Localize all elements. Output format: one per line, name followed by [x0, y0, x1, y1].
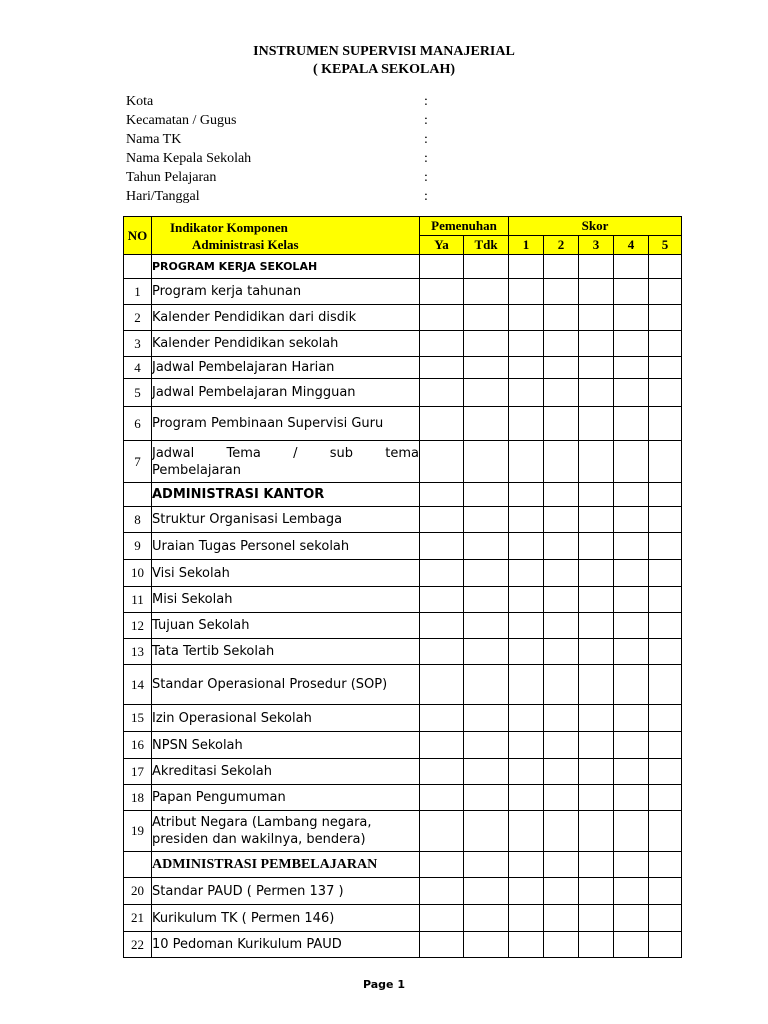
score-cell[interactable]	[579, 852, 614, 878]
score-cell[interactable]	[649, 852, 682, 878]
identity-fields	[126, 92, 428, 206]
score-cell[interactable]	[544, 533, 579, 560]
score-cell[interactable]	[649, 932, 682, 958]
check-cell[interactable]	[420, 255, 464, 279]
row-number: 15	[124, 705, 152, 732]
document-title: INSTRUMEN SUPERVISI MANAJERIAL	[253, 44, 515, 59]
score-cell[interactable]	[649, 905, 682, 932]
section-row	[124, 255, 682, 279]
check-cell[interactable]	[420, 587, 464, 613]
score-cell[interactable]	[544, 507, 579, 533]
row-label: Tata Tertib Sekolah	[152, 639, 420, 665]
score-cell[interactable]	[614, 483, 649, 507]
row-label: Uraian Tugas Personel sekolah	[152, 533, 420, 560]
score-cell[interactable]	[579, 483, 614, 507]
header-no: NO	[124, 217, 152, 255]
check-cell[interactable]	[420, 785, 464, 811]
check-cell[interactable]	[464, 759, 509, 785]
score-cell[interactable]	[614, 560, 649, 587]
score-cell[interactable]	[579, 732, 614, 759]
row-number: 2	[124, 305, 152, 331]
row-number: 19	[124, 811, 152, 852]
score-cell[interactable]	[614, 279, 649, 305]
score-cell[interactable]	[649, 705, 682, 732]
score-cell[interactable]	[509, 852, 544, 878]
score-cell[interactable]	[614, 587, 649, 613]
score-cell[interactable]	[544, 905, 579, 932]
score-cell[interactable]	[579, 255, 614, 279]
score-cell[interactable]	[544, 255, 579, 279]
score-cell[interactable]	[579, 407, 614, 441]
table-row	[124, 507, 682, 533]
score-cell[interactable]	[649, 331, 682, 357]
table-row	[124, 665, 682, 705]
table-row	[124, 357, 682, 379]
score-cell[interactable]	[579, 878, 614, 905]
check-cell[interactable]	[464, 639, 509, 665]
score-cell[interactable]	[509, 732, 544, 759]
score-cell[interactable]	[579, 507, 614, 533]
score-cell[interactable]	[614, 705, 649, 732]
check-cell[interactable]	[420, 905, 464, 932]
score-cell[interactable]	[579, 441, 614, 483]
header-row	[124, 217, 682, 236]
score-cell[interactable]	[544, 279, 579, 305]
check-cell[interactable]	[420, 533, 464, 560]
row-label: Kalender Pendidikan sekolah	[152, 331, 420, 357]
score-cell[interactable]	[509, 587, 544, 613]
score-cell[interactable]	[509, 560, 544, 587]
row-number: 6	[124, 407, 152, 441]
check-cell[interactable]	[420, 639, 464, 665]
table-row	[124, 305, 682, 331]
score-cell[interactable]	[544, 878, 579, 905]
score-cell[interactable]	[614, 305, 649, 331]
row-label-word: sub	[329, 445, 353, 461]
row-number: 13	[124, 639, 152, 665]
row-label	[152, 441, 420, 483]
row-number: 8	[124, 507, 152, 533]
score-cell[interactable]	[579, 639, 614, 665]
score-cell[interactable]	[544, 639, 579, 665]
score-cell[interactable]	[649, 878, 682, 905]
score-cell[interactable]	[649, 441, 682, 483]
score-cell[interactable]	[509, 357, 544, 379]
check-cell[interactable]	[420, 732, 464, 759]
table-row	[124, 587, 682, 613]
page-number: Page 1	[362, 978, 405, 991]
field-colon: :	[424, 132, 428, 147]
score-cell[interactable]	[614, 785, 649, 811]
score-cell[interactable]	[509, 407, 544, 441]
row-label: Program Pembinaan Supervisi Guru	[152, 407, 420, 441]
score-cell[interactable]	[614, 878, 649, 905]
check-cell[interactable]	[464, 665, 509, 705]
row-label: Struktur Organisasi Lembaga	[152, 507, 420, 533]
score-cell[interactable]	[614, 905, 649, 932]
field-tahun-pelajaran	[126, 168, 428, 187]
row-number: 18	[124, 785, 152, 811]
row-number: 17	[124, 759, 152, 785]
table-row	[124, 441, 682, 483]
score-cell[interactable]	[614, 759, 649, 785]
header-skor: Skor	[509, 217, 682, 236]
row-label: 10 Pedoman Kurikulum PAUD	[152, 932, 420, 958]
score-cell[interactable]	[649, 639, 682, 665]
score-cell[interactable]	[509, 932, 544, 958]
score-cell[interactable]	[509, 759, 544, 785]
check-cell[interactable]	[420, 665, 464, 705]
header-score-2: 2	[544, 236, 579, 255]
check-cell[interactable]	[420, 279, 464, 305]
score-cell[interactable]	[509, 441, 544, 483]
score-cell[interactable]	[509, 878, 544, 905]
row-label: Kalender Pendidikan dari disdik	[152, 305, 420, 331]
table-row	[124, 905, 682, 932]
header-score-5: 5	[649, 236, 682, 255]
score-cell[interactable]	[544, 665, 579, 705]
row-label: Misi Sekolah	[152, 587, 420, 613]
score-cell[interactable]	[509, 331, 544, 357]
score-cell[interactable]	[544, 560, 579, 587]
score-cell[interactable]	[649, 279, 682, 305]
check-cell[interactable]	[464, 379, 509, 407]
row-label: Jadwal Pembelajaran Mingguan	[152, 379, 420, 407]
row-label-line1	[152, 445, 419, 462]
row-number: 5	[124, 379, 152, 407]
field-label: Kecamatan / Gugus	[126, 113, 237, 128]
row-number: 21	[124, 905, 152, 932]
score-cell[interactable]	[614, 613, 649, 639]
row-number: 10	[124, 560, 152, 587]
check-cell[interactable]	[464, 357, 509, 379]
header-tdk: Tdk	[464, 236, 509, 255]
row-number: 11	[124, 587, 152, 613]
score-cell[interactable]	[509, 255, 544, 279]
section-label: ADMINISTRASI PEMBELAJARAN	[152, 852, 420, 878]
score-cell[interactable]	[614, 331, 649, 357]
score-cell[interactable]	[509, 279, 544, 305]
row-number: 7	[124, 441, 152, 483]
table-row	[124, 639, 682, 665]
check-cell[interactable]	[464, 878, 509, 905]
row-label-word: Jadwal	[152, 445, 195, 461]
field-kepala-sekolah	[126, 149, 428, 168]
table-row	[124, 613, 682, 639]
score-cell[interactable]	[579, 905, 614, 932]
check-cell[interactable]	[420, 613, 464, 639]
table-row	[124, 785, 682, 811]
score-cell[interactable]	[579, 279, 614, 305]
check-cell[interactable]	[464, 852, 509, 878]
row-label: Izin Operasional Sekolah	[152, 705, 420, 732]
score-cell[interactable]	[579, 331, 614, 357]
check-cell[interactable]	[420, 357, 464, 379]
score-cell[interactable]	[544, 932, 579, 958]
row-label: Standar Operasional Prosedur (SOP)	[152, 665, 420, 705]
score-cell[interactable]	[544, 357, 579, 379]
field-nama-tk	[126, 130, 428, 149]
row-number: 3	[124, 331, 152, 357]
row-label: Papan Pengumuman	[152, 785, 420, 811]
row-label-line2: presiden dan wakilnya, bendera)	[152, 832, 366, 847]
score-cell[interactable]	[649, 759, 682, 785]
score-cell[interactable]	[649, 357, 682, 379]
header-score-1: 1	[509, 236, 544, 255]
header-score-3: 3	[579, 236, 614, 255]
row-label: NPSN Sekolah	[152, 732, 420, 759]
check-cell[interactable]	[420, 878, 464, 905]
row-label-line2: Pembelajaran	[152, 462, 241, 478]
table-row	[124, 932, 682, 958]
score-cell[interactable]	[544, 705, 579, 732]
score-cell[interactable]	[614, 379, 649, 407]
header-indikator-line1: Indikator Komponen	[170, 219, 288, 235]
score-cell[interactable]	[649, 305, 682, 331]
row-number: 1	[124, 279, 152, 305]
score-cell[interactable]	[544, 587, 579, 613]
score-cell[interactable]	[649, 587, 682, 613]
field-kecamatan	[126, 111, 428, 130]
field-label: Hari/Tanggal	[126, 189, 200, 204]
score-cell[interactable]	[544, 441, 579, 483]
score-cell[interactable]	[579, 357, 614, 379]
score-cell[interactable]	[614, 533, 649, 560]
check-cell[interactable]	[464, 331, 509, 357]
check-cell[interactable]	[420, 560, 464, 587]
check-cell[interactable]	[464, 483, 509, 507]
table-row	[124, 705, 682, 732]
score-cell[interactable]	[614, 852, 649, 878]
row-number: 9	[124, 533, 152, 560]
score-cell[interactable]	[579, 665, 614, 705]
empty-cell	[124, 255, 152, 279]
table-row	[124, 732, 682, 759]
score-cell[interactable]	[579, 379, 614, 407]
check-cell[interactable]	[420, 932, 464, 958]
check-cell[interactable]	[420, 305, 464, 331]
score-cell[interactable]	[649, 379, 682, 407]
score-cell[interactable]	[614, 811, 649, 852]
row-number: 12	[124, 613, 152, 639]
score-cell[interactable]	[544, 732, 579, 759]
score-cell[interactable]	[649, 255, 682, 279]
check-cell[interactable]	[464, 785, 509, 811]
score-cell[interactable]	[649, 483, 682, 507]
score-cell[interactable]	[509, 305, 544, 331]
table-row	[124, 759, 682, 785]
field-colon: :	[424, 189, 428, 204]
row-label-word: Tema	[226, 445, 261, 461]
score-cell[interactable]	[579, 759, 614, 785]
check-cell[interactable]	[464, 279, 509, 305]
score-cell[interactable]	[509, 483, 544, 507]
score-cell[interactable]	[649, 533, 682, 560]
score-cell[interactable]	[544, 379, 579, 407]
check-cell[interactable]	[464, 441, 509, 483]
header-indikator-line2: Administrasi Kelas	[192, 236, 299, 252]
score-cell[interactable]	[544, 852, 579, 878]
score-cell[interactable]	[649, 560, 682, 587]
score-cell[interactable]	[649, 811, 682, 852]
score-cell[interactable]	[544, 785, 579, 811]
header-score-4: 4	[614, 236, 649, 255]
row-label-line1: Atribut Negara (Lambang negara,	[152, 815, 372, 830]
score-cell[interactable]	[649, 407, 682, 441]
empty-cell	[124, 852, 152, 878]
check-cell[interactable]	[420, 705, 464, 732]
score-cell[interactable]	[614, 255, 649, 279]
check-cell[interactable]	[464, 407, 509, 441]
check-cell[interactable]	[420, 441, 464, 483]
score-cell[interactable]	[544, 613, 579, 639]
section-label: ADMINISTRASI KANTOR	[152, 483, 420, 507]
check-cell[interactable]	[464, 560, 509, 587]
score-cell[interactable]	[614, 665, 649, 705]
score-cell[interactable]	[579, 560, 614, 587]
check-cell[interactable]	[420, 852, 464, 878]
row-number: 16	[124, 732, 152, 759]
score-cell[interactable]	[649, 785, 682, 811]
field-colon: :	[424, 151, 428, 166]
row-label-word: tema	[385, 445, 419, 461]
score-cell[interactable]	[509, 811, 544, 852]
score-cell[interactable]	[509, 705, 544, 732]
table-row	[124, 811, 682, 852]
check-cell[interactable]	[420, 811, 464, 852]
check-cell[interactable]	[420, 759, 464, 785]
score-cell[interactable]	[579, 785, 614, 811]
check-cell[interactable]	[464, 613, 509, 639]
row-label: Tujuan Sekolah	[152, 613, 420, 639]
field-label: Kota	[126, 94, 154, 109]
score-cell[interactable]	[614, 407, 649, 441]
empty-cell	[124, 483, 152, 507]
score-cell[interactable]	[509, 379, 544, 407]
row-label: Standar PAUD ( Permen 137 )	[152, 878, 420, 905]
table-row	[124, 878, 682, 905]
score-cell[interactable]	[544, 759, 579, 785]
score-cell[interactable]	[509, 507, 544, 533]
score-cell[interactable]	[649, 613, 682, 639]
score-cell[interactable]	[544, 305, 579, 331]
header-ya: Ya	[420, 236, 464, 255]
score-cell[interactable]	[579, 587, 614, 613]
row-number: 20	[124, 878, 152, 905]
score-cell[interactable]	[544, 331, 579, 357]
score-cell[interactable]	[509, 639, 544, 665]
score-cell[interactable]	[614, 932, 649, 958]
score-cell[interactable]	[614, 441, 649, 483]
score-cell[interactable]	[614, 639, 649, 665]
field-colon: :	[424, 94, 428, 109]
section-label: PROGRAM KERJA SEKOLAH	[152, 255, 420, 279]
score-cell[interactable]	[649, 732, 682, 759]
check-cell[interactable]	[420, 507, 464, 533]
score-cell[interactable]	[579, 613, 614, 639]
row-number: 4	[124, 357, 152, 379]
score-cell[interactable]	[614, 357, 649, 379]
section-row	[124, 852, 682, 878]
score-cell[interactable]	[579, 305, 614, 331]
field-label: Nama Kepala Sekolah	[126, 151, 252, 166]
score-cell[interactable]	[509, 905, 544, 932]
document-subtitle: ( KEPALA SEKOLAH)	[312, 62, 456, 77]
check-cell[interactable]	[464, 932, 509, 958]
check-cell[interactable]	[464, 255, 509, 279]
check-cell[interactable]	[420, 331, 464, 357]
table-row	[124, 279, 682, 305]
header-indikator	[152, 217, 420, 255]
check-cell[interactable]	[464, 905, 509, 932]
score-cell[interactable]	[579, 811, 614, 852]
check-cell[interactable]	[420, 407, 464, 441]
row-label: Program kerja tahunan	[152, 279, 420, 305]
score-cell[interactable]	[579, 932, 614, 958]
check-cell[interactable]	[464, 732, 509, 759]
score-cell[interactable]	[614, 507, 649, 533]
table-row	[124, 407, 682, 441]
score-cell[interactable]	[509, 665, 544, 705]
check-cell[interactable]	[420, 379, 464, 407]
check-cell[interactable]	[464, 587, 509, 613]
score-cell[interactable]	[579, 705, 614, 732]
section-row	[124, 483, 682, 507]
score-cell[interactable]	[544, 407, 579, 441]
field-label: Tahun Pelajaran	[126, 170, 217, 185]
row-label: Kurikulum TK ( Permen 146)	[152, 905, 420, 932]
table-row	[124, 560, 682, 587]
score-cell[interactable]	[509, 785, 544, 811]
check-cell[interactable]	[420, 483, 464, 507]
field-colon: :	[424, 170, 428, 185]
score-cell[interactable]	[579, 533, 614, 560]
row-label: Akreditasi Sekolah	[152, 759, 420, 785]
check-cell[interactable]	[464, 533, 509, 560]
header-pemenuhan: Pemenuhan	[420, 217, 509, 236]
row-number: 22	[124, 932, 152, 958]
field-kota	[126, 92, 428, 111]
score-cell[interactable]	[509, 613, 544, 639]
row-label: Jadwal Pembelajaran Harian	[152, 357, 420, 379]
supervision-table	[123, 216, 682, 958]
check-cell[interactable]	[464, 811, 509, 852]
row-label-word: /	[293, 445, 298, 461]
check-cell[interactable]	[464, 507, 509, 533]
check-cell[interactable]	[464, 305, 509, 331]
row-number: 14	[124, 665, 152, 705]
score-cell[interactable]	[649, 507, 682, 533]
score-cell[interactable]	[614, 732, 649, 759]
field-colon: :	[424, 113, 428, 128]
score-cell[interactable]	[544, 483, 579, 507]
table-row	[124, 533, 682, 560]
score-cell[interactable]	[509, 533, 544, 560]
score-cell[interactable]	[544, 811, 579, 852]
field-hari-tanggal	[126, 187, 428, 206]
table-row	[124, 331, 682, 357]
check-cell[interactable]	[464, 705, 509, 732]
row-label	[152, 811, 420, 852]
table-row	[124, 379, 682, 407]
score-cell[interactable]	[649, 665, 682, 705]
field-label: Nama TK	[126, 132, 182, 147]
row-label: Visi Sekolah	[152, 560, 420, 587]
